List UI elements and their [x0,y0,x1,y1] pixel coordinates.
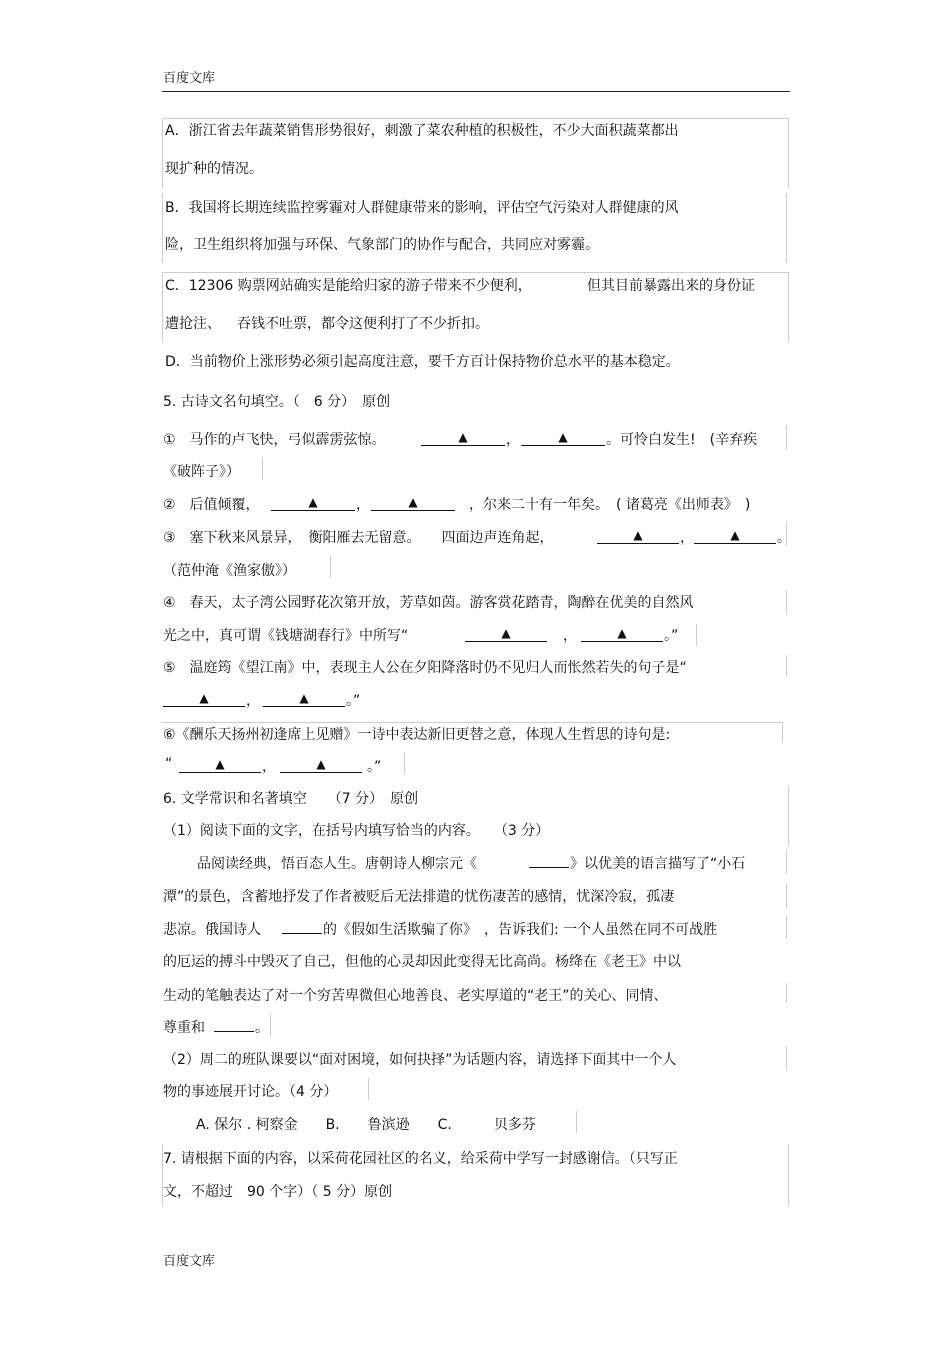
q5-item5-end: 。” [346,693,361,709]
q5-item2-blank2[interactable] [371,494,455,511]
frame-line [576,1111,577,1133]
frame-line [162,722,782,723]
frame-line [330,556,331,578]
q6-p2: 潭”的景色，含蓄地抒发了作者被贬后无法排遣的忧伤凄苦的感情，忧深冷寂，孤凄 [163,889,675,905]
page-header: 百度文库 [163,71,216,86]
q5-item4-blank1[interactable] [465,625,547,642]
triangle-icon: ▲ [617,626,627,640]
frame-line [696,624,697,646]
option-b-line1: B．我国将长期连续监控雾霾对人群健康带来的影响，评估空气污染对人群健康的风 [165,200,679,216]
q6-p3a: 悲凉。俄国诗人 [163,922,261,938]
frame-line [788,786,789,846]
frame-line [786,1046,787,1070]
frame-line [262,458,263,480]
option-a-line2: 现扩种的情况。 [165,161,263,177]
comma: ， [262,759,276,775]
triangle-icon: ▲ [199,691,209,705]
frame-line [788,1144,789,1206]
q6-p1b: 》以优美的语言描写了“小石 [570,856,746,872]
comma: ， [680,530,694,546]
q5-item2-blank1[interactable] [271,494,355,511]
q6-title: 6. 文学常识和名著填空 （7 分） 原创 [163,791,419,807]
q5-item2-text: ② 后值倾覆， [163,497,260,513]
option-c-line2a: 遭抢注、 [165,316,221,332]
q5-item4-line2: 光之中，真可谓《钱塘湖春行》中所写“ [163,628,409,644]
frame-line [786,590,787,614]
q5-item3-blank2[interactable] [694,527,776,544]
q7-line2: 文，不超过 90 个字）（ 5 分）原创 [163,1184,393,1200]
q6-sub2-line1: （2）周二的班队课要以“面对困境，如何抉择”为话题内容，请选择下面其中一个人 [163,1052,677,1068]
q6-blank-1[interactable] [529,853,569,872]
triangle-icon: ▲ [558,430,568,444]
option-b-line2: 险，卫生组织将加强与环保、气象部门的协作与配合，共同应对雾霾。 [165,237,599,253]
q6-sub2-line2: 物的事迹展开讨论。（4 分） [163,1084,338,1100]
q6-p6b: 。 [255,1020,269,1036]
option-a-line1: A．浙江省去年蔬菜销售形势很好，刺激了菜农种植的积极性，不少大面积蔬菜都出 [165,123,679,139]
frame-line [162,193,163,263]
q5-item6-open: “ [165,756,173,772]
comma: ， [506,432,520,448]
header-rule [162,91,790,92]
q5-item3-source: （范仲淹《渔家傲》） [163,563,296,579]
q5-item1-blank2[interactable] [521,429,605,446]
frame-line [786,655,787,677]
q6-p4: 的厄运的搏斗中毁灭了自己，但他的心灵却因此变得无比高尚。杨绛在《老王》中以 [163,954,681,970]
triangle-icon: ▲ [308,495,318,509]
triangle-icon: ▲ [408,495,418,509]
frame-line [788,272,789,342]
q5-item4-blank2[interactable] [581,625,663,642]
triangle-icon: ▲ [299,691,309,705]
q5-item6-line1: ⑥《酬乐天扬州初逢席上见赠》一诗中表达新旧更替之意，体现人生哲思的诗句是: [163,727,671,743]
q5-item6-blank1[interactable] [179,756,261,773]
frame-line [404,752,405,774]
frame-line [786,983,787,1003]
q6-blank-2[interactable] [282,919,322,938]
frame-line [270,1014,271,1036]
q5-item4-line1: ④ 春天，太子湾公园野花次第开放，芳草如茵。游客赏花踏青，陶醉在优美的自然风 [163,595,694,611]
q6-p5: 生动的笔触表达了对一个穷苦卑微但心地善良、老实厚道的“老王”的关心、同情、 [163,988,668,1004]
period: 。 [777,530,791,546]
comma: ， [246,693,260,709]
option-c-line2b: 吞钱不吐票，都令这便利打了不少折扣。 [237,316,489,332]
triangle-icon: ▲ [730,528,740,542]
q6-sub1: （1）阅读下面的文字，在括号内填写恰当的内容。 （3 分） [163,823,550,839]
q6-p3b: 的《假如生活欺骗了你》 ，告诉我们: 一个人虽然在同不可战胜 [323,922,718,938]
option-c-line1b: 但其目前暴露出来的身份证 [587,278,755,294]
triangle-icon: ▲ [458,430,468,444]
q5-item6-end: 。” [367,759,382,775]
q6-blank-3[interactable] [214,1017,254,1036]
triangle-icon: ▲ [633,528,643,542]
q7-line1: 7. 请根据下面的内容，以采荷花园社区的名义，给采荷中学写一封感谢信。（只写正 [163,1151,678,1167]
q5-item5-blank1[interactable] [163,690,245,707]
q5-item1-text: ① 马作的卢飞快，弓似霹雳弦惊。 [163,432,386,448]
frame-line [162,118,163,188]
triangle-icon: ▲ [215,757,225,771]
comma: ， [563,628,577,644]
page-footer: 百度文库 [163,1254,216,1269]
q5-title: 5. 古诗文名句填空。（ 6 分） 原创 [163,394,391,410]
frame-line [788,118,789,188]
triangle-icon: ▲ [316,757,326,771]
q5-item5-blank2[interactable] [263,690,345,707]
frame-line [786,193,787,263]
q5-item3-text: ③ 塞下秋来风景异， 衡阳雁去无留意。 四面边声连角起， [163,530,554,546]
q5-item4-end: 。” [664,628,679,644]
option-d: D．当前物价上涨形势必须引起高度注意，要千方百计保持物价总水平的基本稳定。 [165,354,680,370]
triangle-icon: ▲ [501,626,511,640]
option-c-line1a: C．12306 购票网站确实是能给归家的游子带来不少便利， [165,278,532,294]
q6-p6a: 尊重和 [163,1020,205,1036]
q5-item2-text2: ，尔来二十有一年矣。 ( 诸葛亮《出师表》 ) [469,497,751,513]
q5-item1-text2: 。可怜白发生! (辛弃疾 [606,432,758,448]
frame-line [782,722,783,742]
frame-line [786,884,787,908]
frame-line [368,1078,369,1100]
frame-line [786,850,787,874]
frame-line [162,118,789,119]
comma: ， [356,497,370,513]
frame-line [786,915,787,939]
frame-line [162,272,163,342]
q5-item1-source: 《破阵子》） [163,464,240,480]
q6-p1a: 品阅读经典，悟百态人生。唐朝诗人柳宗元《 [197,856,477,872]
q5-item1-blank1[interactable] [421,429,505,446]
q5-item5-line1: ⑤ 温庭筠《望江南》中，表现主人公在夕阳降落时仍不见归人而怅然若失的句子是“ [163,660,687,676]
frame-line [162,272,789,273]
q5-item3-blank1[interactable] [597,527,679,544]
frame-line [786,425,787,450]
q5-item6-blank2[interactable] [280,756,362,773]
q6-choices: A. 保尔 . 柯察金 B. 鲁滨逊 C. 贝多芬 [196,1117,536,1133]
